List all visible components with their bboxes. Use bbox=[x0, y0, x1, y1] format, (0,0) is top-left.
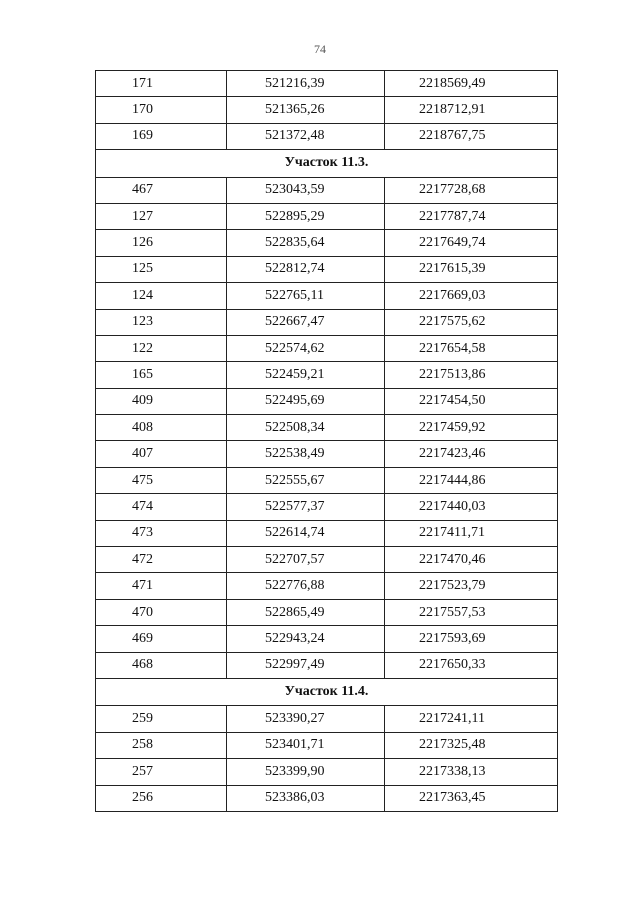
point-number-cell: 408 bbox=[96, 415, 227, 441]
table-row bbox=[96, 362, 558, 388]
x-coordinate-cell: 522997,49 bbox=[227, 652, 385, 678]
table-row bbox=[96, 520, 558, 546]
point-number-cell: 124 bbox=[96, 283, 227, 309]
point-number-cell: 258 bbox=[96, 732, 227, 758]
point-number-cell: 407 bbox=[96, 441, 227, 467]
point-number-cell: 469 bbox=[96, 626, 227, 652]
coordinates-table bbox=[95, 70, 558, 812]
table-row bbox=[96, 203, 558, 229]
point-number-cell: 123 bbox=[96, 309, 227, 335]
y-coordinate-cell: 2217241,11 bbox=[385, 706, 558, 732]
x-coordinate-cell: 522577,37 bbox=[227, 494, 385, 520]
y-coordinate-cell: 2217411,71 bbox=[385, 520, 558, 546]
y-coordinate-cell: 2217669,03 bbox=[385, 283, 558, 309]
table-row bbox=[96, 732, 558, 758]
x-coordinate-cell: 522555,67 bbox=[227, 467, 385, 493]
y-coordinate-cell: 2217444,86 bbox=[385, 467, 558, 493]
table-row bbox=[96, 388, 558, 414]
y-coordinate-cell: 2217593,69 bbox=[385, 626, 558, 652]
point-number-cell: 259 bbox=[96, 706, 227, 732]
section-title: Участок 11.4. bbox=[96, 678, 558, 705]
table-row bbox=[96, 785, 558, 811]
y-coordinate-cell: 2217440,03 bbox=[385, 494, 558, 520]
x-coordinate-cell: 523390,27 bbox=[227, 706, 385, 732]
y-coordinate-cell: 2217325,48 bbox=[385, 732, 558, 758]
x-coordinate-cell: 523043,59 bbox=[227, 177, 385, 203]
point-number-cell: 467 bbox=[96, 177, 227, 203]
x-coordinate-cell: 522574,62 bbox=[227, 335, 385, 361]
point-number-cell: 171 bbox=[96, 71, 227, 97]
y-coordinate-cell: 2218767,75 bbox=[385, 123, 558, 149]
y-coordinate-cell: 2217338,13 bbox=[385, 759, 558, 785]
point-number-cell: 169 bbox=[96, 123, 227, 149]
point-number-cell: 472 bbox=[96, 547, 227, 573]
table-row bbox=[96, 283, 558, 309]
table-row bbox=[96, 494, 558, 520]
page-number: 74 bbox=[314, 42, 326, 56]
x-coordinate-cell: 522459,21 bbox=[227, 362, 385, 388]
table-row bbox=[96, 441, 558, 467]
table-row bbox=[96, 177, 558, 203]
x-coordinate-cell: 522943,24 bbox=[227, 626, 385, 652]
point-number-cell: 125 bbox=[96, 256, 227, 282]
x-coordinate-cell: 522835,64 bbox=[227, 230, 385, 256]
point-number-cell: 470 bbox=[96, 599, 227, 625]
table-row bbox=[96, 547, 558, 573]
table-row bbox=[96, 759, 558, 785]
table-row bbox=[96, 415, 558, 441]
x-coordinate-cell: 521372,48 bbox=[227, 123, 385, 149]
x-coordinate-cell: 521216,39 bbox=[227, 71, 385, 97]
section-title: Участок 11.3. bbox=[96, 150, 558, 177]
y-coordinate-cell: 2217575,62 bbox=[385, 309, 558, 335]
point-number-cell: 165 bbox=[96, 362, 227, 388]
y-coordinate-cell: 2217557,53 bbox=[385, 599, 558, 625]
table-row bbox=[96, 97, 558, 123]
x-coordinate-cell: 522495,69 bbox=[227, 388, 385, 414]
x-coordinate-cell: 522895,29 bbox=[227, 203, 385, 229]
point-number-cell: 257 bbox=[96, 759, 227, 785]
table-row bbox=[96, 71, 558, 97]
x-coordinate-cell: 523401,71 bbox=[227, 732, 385, 758]
section-header-row bbox=[96, 678, 558, 705]
x-coordinate-cell: 522707,57 bbox=[227, 547, 385, 573]
point-number-cell: 170 bbox=[96, 97, 227, 123]
y-coordinate-cell: 2217363,45 bbox=[385, 785, 558, 811]
y-coordinate-cell: 2217615,39 bbox=[385, 256, 558, 282]
table-row bbox=[96, 467, 558, 493]
table-row bbox=[96, 626, 558, 652]
x-coordinate-cell: 523399,90 bbox=[227, 759, 385, 785]
point-number-cell: 126 bbox=[96, 230, 227, 256]
x-coordinate-cell: 522765,11 bbox=[227, 283, 385, 309]
point-number-cell: 409 bbox=[96, 388, 227, 414]
y-coordinate-cell: 2218569,49 bbox=[385, 71, 558, 97]
point-number-cell: 122 bbox=[96, 335, 227, 361]
table-row bbox=[96, 309, 558, 335]
y-coordinate-cell: 2217787,74 bbox=[385, 203, 558, 229]
coordinates-table-body bbox=[96, 71, 558, 812]
y-coordinate-cell: 2217454,50 bbox=[385, 388, 558, 414]
point-number-cell: 127 bbox=[96, 203, 227, 229]
x-coordinate-cell: 522614,74 bbox=[227, 520, 385, 546]
y-coordinate-cell: 2217523,79 bbox=[385, 573, 558, 599]
x-coordinate-cell: 522538,49 bbox=[227, 441, 385, 467]
x-coordinate-cell: 522667,47 bbox=[227, 309, 385, 335]
table-row bbox=[96, 230, 558, 256]
y-coordinate-cell: 2217728,68 bbox=[385, 177, 558, 203]
y-coordinate-cell: 2218712,91 bbox=[385, 97, 558, 123]
point-number-cell: 256 bbox=[96, 785, 227, 811]
table-row bbox=[96, 335, 558, 361]
table-row bbox=[96, 599, 558, 625]
y-coordinate-cell: 2217513,86 bbox=[385, 362, 558, 388]
y-coordinate-cell: 2217470,46 bbox=[385, 547, 558, 573]
x-coordinate-cell: 522508,34 bbox=[227, 415, 385, 441]
y-coordinate-cell: 2217459,92 bbox=[385, 415, 558, 441]
x-coordinate-cell: 522776,88 bbox=[227, 573, 385, 599]
point-number-cell: 473 bbox=[96, 520, 227, 546]
point-number-cell: 474 bbox=[96, 494, 227, 520]
section-header-row bbox=[96, 150, 558, 177]
x-coordinate-cell: 521365,26 bbox=[227, 97, 385, 123]
y-coordinate-cell: 2217650,33 bbox=[385, 652, 558, 678]
y-coordinate-cell: 2217649,74 bbox=[385, 230, 558, 256]
point-number-cell: 475 bbox=[96, 467, 227, 493]
point-number-cell: 468 bbox=[96, 652, 227, 678]
table-row bbox=[96, 256, 558, 282]
table-row bbox=[96, 706, 558, 732]
x-coordinate-cell: 522865,49 bbox=[227, 599, 385, 625]
y-coordinate-cell: 2217423,46 bbox=[385, 441, 558, 467]
table-row bbox=[96, 652, 558, 678]
table-row bbox=[96, 573, 558, 599]
x-coordinate-cell: 523386,03 bbox=[227, 785, 385, 811]
table-row bbox=[96, 123, 558, 149]
y-coordinate-cell: 2217654,58 bbox=[385, 335, 558, 361]
x-coordinate-cell: 522812,74 bbox=[227, 256, 385, 282]
point-number-cell: 471 bbox=[96, 573, 227, 599]
